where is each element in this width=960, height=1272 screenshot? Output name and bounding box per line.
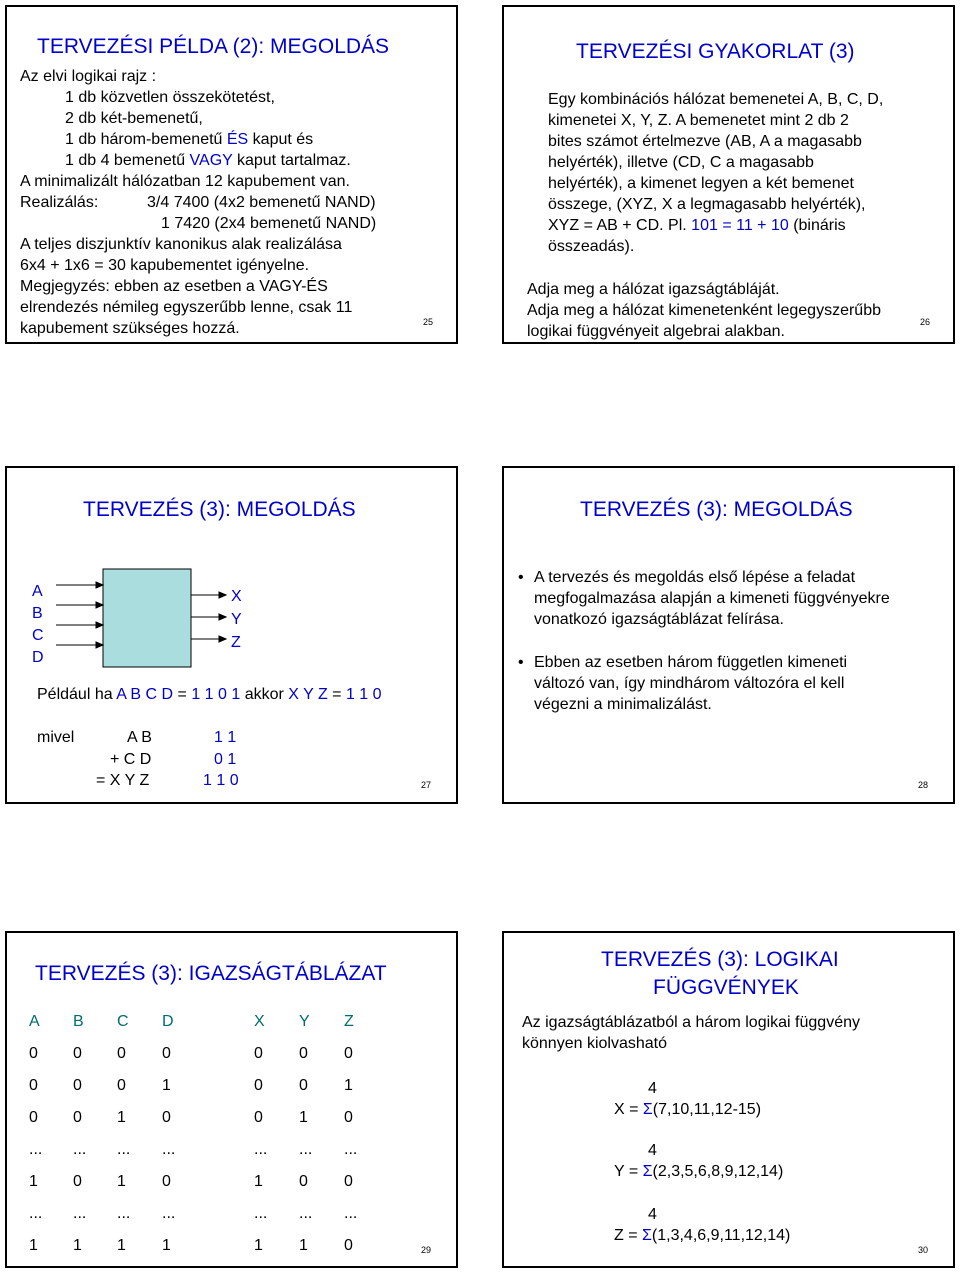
table-cell: 0 [254, 1077, 263, 1094]
sum-row-3: = X Y Z [96, 772, 150, 789]
bullet-line: vonatkozó igazságtáblázat felírása. [534, 611, 784, 628]
table-cell: 1 [117, 1109, 126, 1126]
sum-row-2: + C D [110, 751, 152, 768]
page-number: 30 [918, 1245, 929, 1255]
text-line: kapubement szükséges hozzá. [20, 320, 240, 337]
table-cell: 1 [254, 1173, 263, 1190]
table-header-a: A [29, 1013, 40, 1030]
table-cell: ... [344, 1205, 358, 1222]
text-line: 3/4 7400 (4x2 bemenetű NAND) [147, 194, 376, 211]
sum-row-1: A B [127, 729, 152, 746]
circuit-block [103, 569, 191, 667]
input-label: B [32, 605, 43, 622]
bullet-line: végezni a minimalizálást. [534, 696, 712, 713]
slide-title: TERVEZÉS (3): IGAZSÁGTÁBLÁZAT [35, 962, 387, 985]
table-cell: 0 [299, 1077, 308, 1094]
table-cell: ... [162, 1205, 176, 1222]
input-label: A [32, 583, 43, 600]
text-line: A minimalizált hálózatban 12 kapubement van. [20, 173, 350, 190]
bullet-line: megfogalmazása alapján a kimeneti függvényekre [534, 590, 890, 607]
output-label: Y [231, 611, 242, 628]
text-line: Az elvi logikai rajz : [20, 68, 157, 85]
page-number: 29 [421, 1245, 432, 1255]
table-cell: 1 [254, 1237, 263, 1254]
table-cell: 0 [29, 1077, 38, 1094]
table-cell: 1 [29, 1173, 38, 1190]
mivel-label: mivel [37, 729, 75, 746]
text-line: elrendezés némileg egyszerűbb lenne, csak 11 [20, 299, 353, 316]
table-cell: 0 [299, 1045, 308, 1062]
page-number: 27 [421, 780, 432, 790]
text-line: Realizálás: [20, 194, 99, 211]
table-cell: ... [299, 1141, 313, 1158]
function-z: Z = Σ(1,3,4,6,9,11,12,14) [614, 1227, 791, 1244]
slide-30 [502, 931, 955, 1268]
table-cell: ... [254, 1205, 268, 1222]
slide-title: TERVEZÉS (3): MEGOLDÁS [580, 498, 853, 521]
table-cell: 0 [117, 1045, 126, 1062]
text-line: helyérték), a kimenet legyen a két bemenet [548, 175, 854, 192]
function-y: Y = Σ(2,3,5,6,8,9,12,14) [614, 1163, 784, 1180]
text-line: kimenetei X, Y, Z. A bemenetet mint 2 db 2 [548, 112, 849, 129]
table-cell: ... [254, 1141, 268, 1158]
text-line: 1 db három-bemenetű ÉS kaput és [65, 131, 314, 148]
output-label: Z [231, 634, 241, 651]
input-arrows [56, 582, 103, 648]
table-cell: 0 [73, 1173, 82, 1190]
bullet-line: változó van, így mindhárom változóra el kell [534, 675, 845, 692]
table-cell: 0 [73, 1045, 82, 1062]
slide-title: TERVEZÉS (3): MEGOLDÁS [83, 498, 356, 521]
text-line: A teljes diszjunktív kanonikus alak realizálása [20, 236, 342, 253]
table-cell: 0 [29, 1045, 38, 1062]
table-cell: 1 [162, 1077, 171, 1094]
bullet-line: A tervezés és megoldás első lépése a feladat [534, 569, 856, 586]
superscript: 4 [648, 1080, 657, 1097]
table-cell: ... [117, 1141, 131, 1158]
input-label: C [32, 627, 44, 644]
table-header-z: Z [344, 1013, 354, 1030]
slide-29 [5, 931, 458, 1268]
table-cell: ... [73, 1205, 87, 1222]
table-cell: ... [299, 1205, 313, 1222]
table-cell: 0 [162, 1109, 171, 1126]
table-cell: 1 [162, 1237, 171, 1254]
page-number: 25 [423, 317, 434, 327]
text-line: logikai függvényeit algebrai alakban. [527, 323, 785, 340]
superscript: 4 [648, 1142, 657, 1159]
bullet-line: Ebben az esetben három független kimeneti [534, 654, 848, 671]
slide-title: TERVEZÉSI PÉLDA (2): MEGOLDÁS [37, 35, 390, 58]
table-cell: 0 [29, 1109, 38, 1126]
text-line: 1 db 4 bemenetű VAGY kaput tartalmaz. [65, 152, 351, 169]
slide-26 [502, 5, 955, 344]
table-cell: ... [29, 1205, 43, 1222]
superscript: 4 [648, 1206, 657, 1223]
slide-27 [5, 466, 458, 804]
table-cell: 0 [162, 1173, 171, 1190]
table-cell: 0 [73, 1077, 82, 1094]
table-cell: 0 [117, 1077, 126, 1094]
table-cell: 1 [299, 1237, 308, 1254]
table-cell: 0 [73, 1109, 82, 1126]
function-x: X = Σ(7,10,11,12-15) [614, 1101, 762, 1118]
text-line: összege, (XYZ, X a legmagasabb helyérték), [548, 196, 866, 213]
text-line: összeadás). [548, 238, 635, 255]
slide-28 [502, 466, 955, 804]
table-cell: 0 [162, 1045, 171, 1062]
slide-title: TERVEZÉSI GYAKORLAT (3) [576, 40, 855, 63]
text-line: XYZ = AB + CD. Pl. 101 = 11 + 10 (bináris [548, 217, 846, 234]
text-line: Az igazságtáblázatból a három logikai függvény [522, 1014, 860, 1031]
table-header-x: X [254, 1013, 265, 1030]
table-cell: 0 [254, 1045, 263, 1062]
page-number: 26 [920, 317, 931, 327]
table-cell: ... [344, 1141, 358, 1158]
slide-title: TERVEZÉS (3): LOGIKAI [601, 948, 839, 971]
table-cell: 0 [344, 1109, 353, 1126]
slide-title-line-2: FÜGGVÉNYEK [653, 976, 799, 999]
text-line: Adja meg a hálózat kimenetenként legegyszerűbb [527, 302, 881, 319]
sum-row-3-value: 1 1 0 [203, 772, 239, 789]
table-cell: 0 [344, 1045, 353, 1062]
table-cell: ... [73, 1141, 87, 1158]
text-line: könnyen kiolvasható [522, 1035, 667, 1052]
text-line: 1 7420 (2x4 bemenetű NAND) [161, 215, 377, 232]
bullet-marker: • [518, 654, 524, 671]
text-line: Megjegyzés: ebben az esetben a VAGY-ÉS [20, 278, 328, 295]
input-label: D [32, 649, 44, 666]
output-label: X [231, 588, 242, 605]
table-header-c: C [117, 1013, 129, 1030]
table-header-d: D [162, 1013, 174, 1030]
output-arrows [191, 592, 226, 642]
text-line: helyérték), illetve (CD, C a magasabb [548, 154, 814, 171]
table-cell: 0 [254, 1109, 263, 1126]
table-cell: 1 [344, 1077, 353, 1094]
text-line: 1 db közvetlen összekötetést, [65, 89, 275, 106]
table-cell: 1 [117, 1173, 126, 1190]
text-line: bites számot értelmezve (AB, A a magasabb [548, 133, 862, 150]
text-line: Adja meg a hálózat igazságtábláját. [527, 281, 780, 298]
text-line: 2 db két-bemenetű, [65, 110, 203, 127]
sum-row-2-value: 0 1 [214, 751, 237, 768]
table-header-b: B [73, 1013, 84, 1030]
table-cell: 0 [344, 1173, 353, 1190]
table-cell: ... [117, 1205, 131, 1222]
text-line: 6x4 + 1x6 = 30 kapubementet igényelne. [20, 257, 310, 274]
block-diagram [51, 563, 231, 673]
page-number: 28 [918, 780, 929, 790]
table-cell: 0 [344, 1237, 353, 1254]
table-header-y: Y [299, 1013, 310, 1030]
table-cell: ... [29, 1141, 43, 1158]
text-line: Egy kombinációs hálózat bemenetei A, B, C, D, [548, 91, 884, 108]
sum-row-1-value: 1 1 [214, 729, 237, 746]
example-line: Például ha A B C D = 1 1 0 1 akkor X Y Z = 1 1 0 [37, 686, 382, 703]
slide-25 [5, 5, 458, 344]
bullet-marker: • [518, 569, 524, 586]
table-cell: 1 [73, 1237, 82, 1254]
table-cell: 0 [299, 1173, 308, 1190]
table-cell: 1 [117, 1237, 126, 1254]
table-cell: ... [162, 1141, 176, 1158]
table-cell: 1 [299, 1109, 308, 1126]
table-cell: 1 [29, 1237, 38, 1254]
